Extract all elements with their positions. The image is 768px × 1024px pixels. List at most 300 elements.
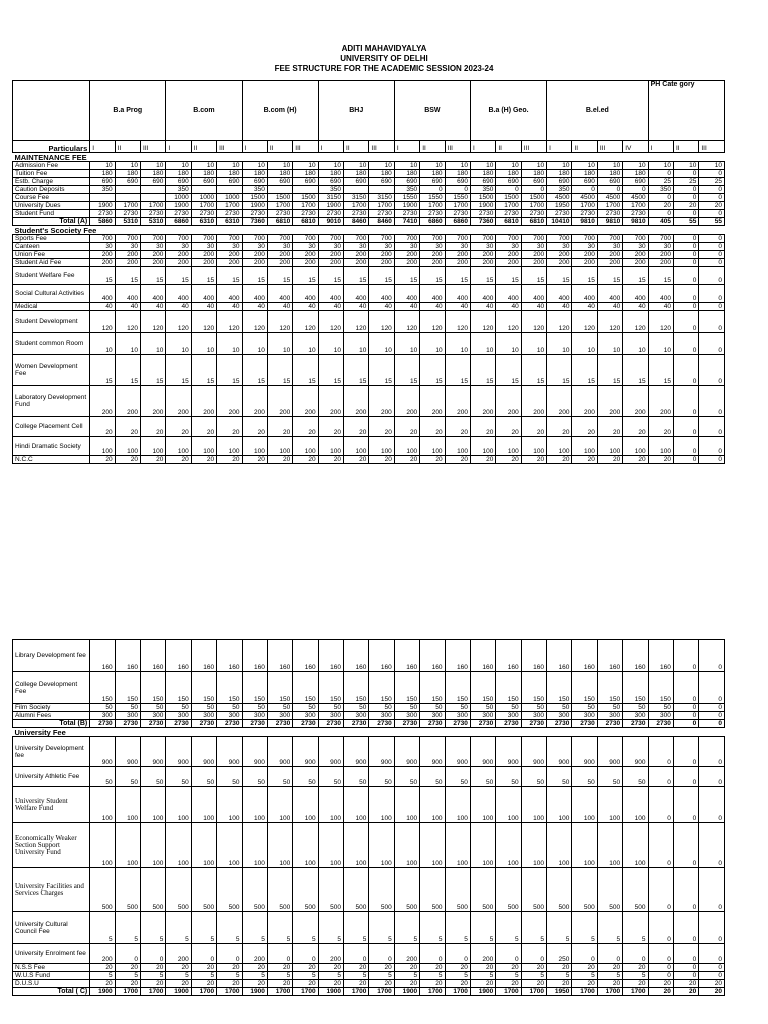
fee-amount-cell: 10 bbox=[115, 162, 140, 170]
fee-amount-cell: 15 bbox=[115, 267, 140, 285]
fee-amount-cell: 5 bbox=[242, 912, 267, 944]
fee-amount-cell: 200 bbox=[242, 259, 267, 267]
fee-amount-cell: 5 bbox=[369, 972, 394, 980]
fee-row bbox=[13, 737, 725, 767]
fee-amount-cell: 10 bbox=[547, 333, 572, 355]
fee-amount-cell: 50 bbox=[496, 767, 521, 787]
fee-particular-label: Hindi Dramatic Society bbox=[13, 437, 90, 456]
fee-amount-cell: 2730 bbox=[293, 720, 318, 728]
semester-label: II bbox=[572, 141, 597, 153]
fee-particular-label: Canteen bbox=[13, 243, 90, 251]
fee-row bbox=[13, 912, 725, 944]
fee-amount-cell: 400 bbox=[191, 285, 216, 303]
fee-amount-cell: 15 bbox=[496, 267, 521, 285]
semester-label: II bbox=[344, 141, 369, 153]
fee-particular-label: Film Society bbox=[13, 704, 90, 712]
fee-amount-cell: 690 bbox=[242, 178, 267, 186]
fee-particular-label: D.U.S.U bbox=[13, 980, 90, 988]
fee-amount-cell: 100 bbox=[293, 787, 318, 823]
fee-amount-cell: 20 bbox=[623, 980, 648, 988]
fee-amount-cell: 200 bbox=[191, 251, 216, 259]
fee-amount-cell: 400 bbox=[293, 285, 318, 303]
fee-amount-cell: 0 bbox=[673, 259, 698, 267]
fee-amount-cell: 1900 bbox=[394, 988, 419, 996]
fee-particular-label: Union Fee bbox=[13, 251, 90, 259]
fee-amount-cell: 4500 bbox=[572, 194, 597, 202]
fee-amount-cell: 30 bbox=[344, 243, 369, 251]
fee-amount-cell: 20 bbox=[445, 980, 470, 988]
fee-row bbox=[13, 303, 725, 311]
fee-amount-cell: 0 bbox=[648, 194, 673, 202]
fee-amount-cell: 5 bbox=[90, 912, 115, 944]
fee-amount-cell bbox=[115, 186, 140, 194]
fee-amount-cell: 700 bbox=[521, 235, 546, 243]
fee-row bbox=[13, 267, 725, 285]
semester-label: III bbox=[597, 141, 622, 153]
fee-amount-cell: 0 bbox=[699, 712, 725, 720]
fee-amount-cell: 100 bbox=[141, 437, 166, 456]
fee-amount-cell: 5 bbox=[293, 972, 318, 980]
fee-amount-cell: 20 bbox=[267, 456, 292, 464]
fee-amount-cell: 180 bbox=[496, 170, 521, 178]
fee-amount-cell: 5 bbox=[597, 912, 622, 944]
fee-amount-cell: 10 bbox=[470, 162, 495, 170]
fee-amount-cell: 20 bbox=[420, 964, 445, 972]
fee-amount-cell: 15 bbox=[496, 355, 521, 386]
fee-amount-cell: 15 bbox=[191, 355, 216, 386]
fee-amount-cell: 0 bbox=[699, 386, 725, 417]
fee-amount-cell: 20 bbox=[496, 417, 521, 437]
fee-amount-cell: 20 bbox=[521, 964, 546, 972]
fee-amount-cell: 15 bbox=[369, 267, 394, 285]
header-corner bbox=[13, 81, 90, 141]
fee-amount-cell: 690 bbox=[394, 178, 419, 186]
fee-amount-cell: 40 bbox=[648, 303, 673, 311]
fee-amount-cell: 20 bbox=[141, 964, 166, 972]
fee-amount-cell: 200 bbox=[547, 251, 572, 259]
fee-amount-cell: 160 bbox=[420, 640, 445, 672]
fee-amount-cell: 10 bbox=[90, 333, 115, 355]
fee-amount-cell: 200 bbox=[242, 386, 267, 417]
fee-amount-cell: 0 bbox=[699, 267, 725, 285]
fee-row bbox=[13, 170, 725, 178]
fee-amount-cell: 120 bbox=[141, 311, 166, 333]
fee-amount-cell: 20 bbox=[293, 964, 318, 972]
fee-amount-cell: 300 bbox=[166, 712, 191, 720]
fee-amount-cell: 300 bbox=[521, 712, 546, 720]
fee-amount-cell: 0 bbox=[699, 417, 725, 437]
fee-amount-cell: 40 bbox=[521, 303, 546, 311]
fee-amount-cell: 150 bbox=[318, 672, 343, 704]
fee-amount-cell: 0 bbox=[673, 235, 698, 243]
fee-amount-cell: 2730 bbox=[623, 720, 648, 728]
fee-amount-cell: 9810 bbox=[623, 218, 648, 226]
fee-amount-cell: 200 bbox=[318, 944, 343, 964]
fee-amount-cell: 100 bbox=[369, 787, 394, 823]
fee-amount-cell: 20 bbox=[242, 456, 267, 464]
fee-amount-cell: 20 bbox=[470, 417, 495, 437]
fee-particular-label: Sports Fee bbox=[13, 235, 90, 243]
fee-amount-cell: 20 bbox=[572, 417, 597, 437]
fee-amount-cell: 120 bbox=[217, 311, 242, 333]
semester-label: IV bbox=[623, 141, 648, 153]
fee-amount-cell: 50 bbox=[217, 767, 242, 787]
fee-amount-cell: 15 bbox=[420, 267, 445, 285]
fee-amount-cell: 20 bbox=[648, 456, 673, 464]
fee-amount-cell: 100 bbox=[572, 823, 597, 868]
fee-amount-cell: 100 bbox=[420, 437, 445, 456]
total-row bbox=[13, 720, 725, 728]
fee-amount-cell: 300 bbox=[394, 712, 419, 720]
fee-amount-cell: 700 bbox=[420, 235, 445, 243]
fee-amount-cell: 400 bbox=[217, 285, 242, 303]
fee-amount-cell: 200 bbox=[166, 386, 191, 417]
fee-amount-cell: 1000 bbox=[191, 194, 216, 202]
fee-amount-cell: 15 bbox=[623, 267, 648, 285]
fee-amount-cell: 350 bbox=[242, 186, 267, 194]
course-name-header: B.com bbox=[166, 81, 242, 141]
fee-amount-cell: 0 bbox=[445, 186, 470, 194]
fee-amount-cell: 15 bbox=[572, 355, 597, 386]
fee-amount-cell: 2730 bbox=[217, 720, 242, 728]
fee-amount-cell: 10 bbox=[141, 162, 166, 170]
fee-amount-cell: 30 bbox=[521, 243, 546, 251]
fee-amount-cell: 40 bbox=[445, 303, 470, 311]
fee-amount-cell: 300 bbox=[648, 712, 673, 720]
fee-amount-cell: 250 bbox=[547, 944, 572, 964]
fee-amount-cell: 40 bbox=[344, 303, 369, 311]
fee-amount-cell: 700 bbox=[90, 235, 115, 243]
fee-amount-cell: 100 bbox=[115, 787, 140, 823]
fee-amount-cell: 50 bbox=[115, 704, 140, 712]
fee-amount-cell: 700 bbox=[141, 235, 166, 243]
fee-amount-cell: 200 bbox=[394, 386, 419, 417]
fee-amount-cell: 0 bbox=[673, 186, 698, 194]
fee-amount-cell: 20 bbox=[90, 964, 115, 972]
fee-amount-cell: 50 bbox=[344, 704, 369, 712]
fee-amount-cell: 30 bbox=[191, 243, 216, 251]
fee-amount-cell: 100 bbox=[394, 787, 419, 823]
fee-amount-cell: 5 bbox=[318, 972, 343, 980]
fee-particular-label: Women Development Fee bbox=[13, 355, 90, 386]
fee-amount-cell: 10 bbox=[572, 333, 597, 355]
fee-amount-cell: 300 bbox=[470, 712, 495, 720]
fee-amount-cell: 400 bbox=[648, 285, 673, 303]
fee-amount-cell: 300 bbox=[496, 712, 521, 720]
fee-amount-cell: 50 bbox=[572, 767, 597, 787]
fee-amount-cell: 20 bbox=[597, 417, 622, 437]
fee-amount-cell: 10 bbox=[572, 162, 597, 170]
fee-amount-cell: 10 bbox=[242, 162, 267, 170]
fee-amount-cell: 30 bbox=[293, 243, 318, 251]
fee-amount-cell: 1900 bbox=[90, 202, 115, 210]
fee-amount-cell: 200 bbox=[521, 251, 546, 259]
fee-amount-cell: 160 bbox=[293, 640, 318, 672]
fee-amount-cell: 500 bbox=[394, 868, 419, 912]
fee-amount-cell: 25 bbox=[699, 178, 725, 186]
fee-amount-cell: 0 bbox=[420, 944, 445, 964]
document-title: FEE STRUCTURE FOR THE ACADEMIC SESSION 2023-24 bbox=[274, 64, 494, 73]
semester-label: I bbox=[470, 141, 495, 153]
fee-amount-cell: 10 bbox=[547, 162, 572, 170]
fee-amount-cell: 15 bbox=[90, 267, 115, 285]
fee-amount-cell: 20 bbox=[90, 456, 115, 464]
fee-particular-label: University Dues bbox=[13, 202, 90, 210]
fee-amount-cell: 1900 bbox=[242, 202, 267, 210]
fee-amount-cell: 40 bbox=[166, 303, 191, 311]
fee-amount-cell: 0 bbox=[699, 767, 725, 787]
fee-amount-cell: 20 bbox=[547, 980, 572, 988]
fee-amount-cell: 5 bbox=[470, 912, 495, 944]
fee-amount-cell: 150 bbox=[445, 672, 470, 704]
fee-amount-cell: 5 bbox=[369, 912, 394, 944]
fee-amount-cell: 1700 bbox=[267, 988, 292, 996]
fee-amount-cell: 300 bbox=[242, 712, 267, 720]
fee-amount-cell: 200 bbox=[648, 259, 673, 267]
fee-amount-cell: 5 bbox=[115, 912, 140, 944]
fee-amount-cell: 350 bbox=[547, 186, 572, 194]
fee-amount-cell: 1700 bbox=[191, 988, 216, 996]
fee-amount-cell: 690 bbox=[344, 178, 369, 186]
fee-amount-cell: 160 bbox=[445, 640, 470, 672]
fee-amount-cell: 500 bbox=[90, 868, 115, 912]
fee-amount-cell: 20 bbox=[115, 964, 140, 972]
fee-amount-cell: 100 bbox=[496, 787, 521, 823]
fee-amount-cell: 0 bbox=[597, 944, 622, 964]
fee-amount-cell: 100 bbox=[369, 437, 394, 456]
fee-amount-cell: 20 bbox=[115, 417, 140, 437]
fee-amount-cell: 20 bbox=[572, 456, 597, 464]
fee-amount-cell: 1900 bbox=[242, 988, 267, 996]
fee-amount-cell: 0 bbox=[673, 355, 698, 386]
fee-amount-cell: 20 bbox=[394, 980, 419, 988]
fee-amount-cell: 5 bbox=[572, 972, 597, 980]
fee-amount-cell: 0 bbox=[648, 170, 673, 178]
fee-amount-cell: 50 bbox=[267, 767, 292, 787]
fee-amount-cell: 120 bbox=[369, 311, 394, 333]
fee-amount-cell: 20 bbox=[699, 980, 725, 988]
fee-amount-cell: 50 bbox=[293, 704, 318, 712]
fee-amount-cell: 500 bbox=[445, 868, 470, 912]
fee-amount-cell: 20 bbox=[242, 417, 267, 437]
fee-amount-cell: 700 bbox=[547, 235, 572, 243]
fee-amount-cell: 30 bbox=[445, 243, 470, 251]
semester-label: I bbox=[242, 141, 267, 153]
fee-amount-cell: 20 bbox=[420, 980, 445, 988]
semester-label: I bbox=[547, 141, 572, 153]
fee-amount-cell: 150 bbox=[547, 672, 572, 704]
fee-amount-cell: 20 bbox=[293, 417, 318, 437]
fee-amount-cell: 30 bbox=[394, 243, 419, 251]
fee-amount-cell: 100 bbox=[547, 437, 572, 456]
fee-amount-cell: 150 bbox=[648, 672, 673, 704]
fee-amount-cell: 20 bbox=[242, 964, 267, 972]
fee-amount-cell: 15 bbox=[293, 267, 318, 285]
fee-amount-cell: 20 bbox=[470, 964, 495, 972]
fee-amount-cell: 20 bbox=[217, 417, 242, 437]
fee-amount-cell: 50 bbox=[470, 767, 495, 787]
fee-amount-cell: 0 bbox=[420, 186, 445, 194]
fee-amount-cell: 0 bbox=[673, 972, 698, 980]
fee-amount-cell: 1700 bbox=[293, 202, 318, 210]
fee-row bbox=[13, 186, 725, 194]
fee-amount-cell: 50 bbox=[318, 767, 343, 787]
fee-amount-cell: 150 bbox=[141, 672, 166, 704]
fee-amount-cell: 1700 bbox=[521, 988, 546, 996]
fee-amount-cell: 40 bbox=[318, 303, 343, 311]
fee-amount-cell: 5 bbox=[90, 972, 115, 980]
fee-amount-cell bbox=[141, 194, 166, 202]
fee-amount-cell: 20 bbox=[318, 964, 343, 972]
fee-amount-cell: 1700 bbox=[141, 202, 166, 210]
fee-amount-cell: 5 bbox=[623, 912, 648, 944]
fee-amount-cell: 100 bbox=[166, 787, 191, 823]
fee-amount-cell: 10 bbox=[597, 333, 622, 355]
fee-amount-cell: 100 bbox=[267, 787, 292, 823]
fee-amount-cell: 100 bbox=[547, 787, 572, 823]
fee-amount-cell: 100 bbox=[242, 437, 267, 456]
fee-particular-label: Alumni Fees bbox=[13, 712, 90, 720]
fee-amount-cell: 160 bbox=[521, 640, 546, 672]
fee-amount-cell: 15 bbox=[318, 267, 343, 285]
fee-amount-cell: 2730 bbox=[344, 210, 369, 218]
semester-label: III bbox=[369, 141, 394, 153]
fee-amount-cell: 5310 bbox=[115, 218, 140, 226]
fee-amount-cell: 50 bbox=[521, 704, 546, 712]
fee-amount-cell: 10 bbox=[623, 162, 648, 170]
particulars-header: Particulars bbox=[13, 141, 90, 153]
semester-label: III bbox=[699, 141, 725, 153]
fee-amount-cell: 20 bbox=[445, 964, 470, 972]
fee-amount-cell: 20 bbox=[242, 980, 267, 988]
fee-amount-cell: 50 bbox=[242, 704, 267, 712]
fee-amount-cell: 4500 bbox=[597, 194, 622, 202]
fee-amount-cell: 5 bbox=[394, 972, 419, 980]
semester-label: II bbox=[673, 141, 698, 153]
fee-row bbox=[13, 243, 725, 251]
fee-particular-label: College Development Fee bbox=[13, 672, 90, 704]
fee-amount-cell: 200 bbox=[166, 944, 191, 964]
fee-row bbox=[13, 386, 725, 417]
fee-amount-cell: 20 bbox=[572, 980, 597, 988]
fee-amount-cell: 180 bbox=[623, 170, 648, 178]
fee-amount-cell: 700 bbox=[623, 235, 648, 243]
fee-amount-cell: 0 bbox=[699, 672, 725, 704]
fee-amount-cell: 160 bbox=[369, 640, 394, 672]
fee-amount-cell: 300 bbox=[318, 712, 343, 720]
fee-amount-cell: 200 bbox=[496, 251, 521, 259]
fee-amount-cell: 200 bbox=[90, 251, 115, 259]
fee-amount-cell: 0 bbox=[699, 186, 725, 194]
fee-amount-cell: 1700 bbox=[191, 202, 216, 210]
fee-amount-cell: 0 bbox=[699, 704, 725, 712]
fee-amount-cell: 180 bbox=[420, 170, 445, 178]
fee-amount-cell: 200 bbox=[521, 386, 546, 417]
fee-amount-cell: 100 bbox=[597, 823, 622, 868]
fee-amount-cell bbox=[217, 186, 242, 194]
fee-amount-cell: 15 bbox=[293, 355, 318, 386]
fee-amount-cell: 30 bbox=[141, 243, 166, 251]
fee-amount-cell: 160 bbox=[470, 640, 495, 672]
fee-amount-cell: 1700 bbox=[572, 202, 597, 210]
fee-amount-cell: 50 bbox=[623, 767, 648, 787]
fee-amount-cell: 20 bbox=[394, 964, 419, 972]
fee-amount-cell: 690 bbox=[572, 178, 597, 186]
fee-amount-cell: 200 bbox=[242, 944, 267, 964]
fee-amount-cell: 150 bbox=[369, 672, 394, 704]
fee-amount-cell: 1500 bbox=[242, 194, 267, 202]
fee-amount-cell: 150 bbox=[420, 672, 445, 704]
fee-row bbox=[13, 787, 725, 823]
fee-amount-cell: 20 bbox=[115, 980, 140, 988]
semester-label: I bbox=[90, 141, 115, 153]
fee-amount-cell: 50 bbox=[547, 704, 572, 712]
fee-amount-cell: 55 bbox=[673, 218, 698, 226]
fee-amount-cell: 10 bbox=[369, 333, 394, 355]
fee-amount-cell: 0 bbox=[344, 944, 369, 964]
fee-amount-cell: 10 bbox=[166, 162, 191, 170]
fee-amount-cell: 900 bbox=[521, 737, 546, 767]
fee-amount-cell: 700 bbox=[597, 235, 622, 243]
fee-amount-cell: 150 bbox=[90, 672, 115, 704]
fee-amount-cell: 200 bbox=[597, 259, 622, 267]
fee-amount-cell: 20 bbox=[394, 417, 419, 437]
fee-amount-cell: 6860 bbox=[445, 218, 470, 226]
semester-label: II bbox=[115, 141, 140, 153]
fee-amount-cell: 0 bbox=[496, 186, 521, 194]
fee-amount-cell: 20 bbox=[623, 456, 648, 464]
fee-amount-cell: 1000 bbox=[166, 194, 191, 202]
fee-amount-cell: 15 bbox=[547, 355, 572, 386]
fee-row bbox=[13, 868, 725, 912]
fee-amount-cell: 15 bbox=[90, 355, 115, 386]
fee-amount-cell: 20 bbox=[547, 456, 572, 464]
fee-amount-cell: 5 bbox=[318, 912, 343, 944]
fee-amount-cell: 2730 bbox=[394, 210, 419, 218]
fee-amount-cell: 30 bbox=[496, 243, 521, 251]
fee-amount-cell: 350 bbox=[470, 186, 495, 194]
fee-amount-cell: 200 bbox=[344, 251, 369, 259]
fee-amount-cell: 100 bbox=[217, 787, 242, 823]
fee-amount-cell: 200 bbox=[470, 944, 495, 964]
fee-amount-cell: 0 bbox=[648, 868, 673, 912]
fee-amount-cell: 0 bbox=[699, 437, 725, 456]
fee-amount-cell: 1900 bbox=[394, 202, 419, 210]
fee-amount-cell: 200 bbox=[242, 251, 267, 259]
fee-amount-cell: 100 bbox=[623, 787, 648, 823]
fee-amount-cell: 690 bbox=[141, 178, 166, 186]
fee-amount-cell: 5 bbox=[191, 972, 216, 980]
fee-amount-cell: 10 bbox=[217, 333, 242, 355]
fee-row bbox=[13, 964, 725, 972]
semester-label: III bbox=[521, 141, 546, 153]
fee-amount-cell: 2730 bbox=[470, 210, 495, 218]
fee-particular-label: University Facilities and Services Charges bbox=[13, 868, 90, 912]
fee-amount-cell: 0 bbox=[521, 186, 546, 194]
fee-amount-cell: 50 bbox=[217, 704, 242, 712]
fee-amount-cell: 40 bbox=[242, 303, 267, 311]
fee-amount-cell: 900 bbox=[470, 737, 495, 767]
fee-amount-cell: 20 bbox=[597, 980, 622, 988]
fee-amount-cell: 160 bbox=[166, 640, 191, 672]
fee-amount-cell: 15 bbox=[597, 355, 622, 386]
fee-amount-cell bbox=[369, 186, 394, 194]
fee-amount-cell: 120 bbox=[191, 311, 216, 333]
fee-amount-cell: 160 bbox=[191, 640, 216, 672]
fee-amount-cell: 40 bbox=[293, 303, 318, 311]
fee-amount-cell: 40 bbox=[572, 303, 597, 311]
fee-amount-cell: 10 bbox=[470, 333, 495, 355]
